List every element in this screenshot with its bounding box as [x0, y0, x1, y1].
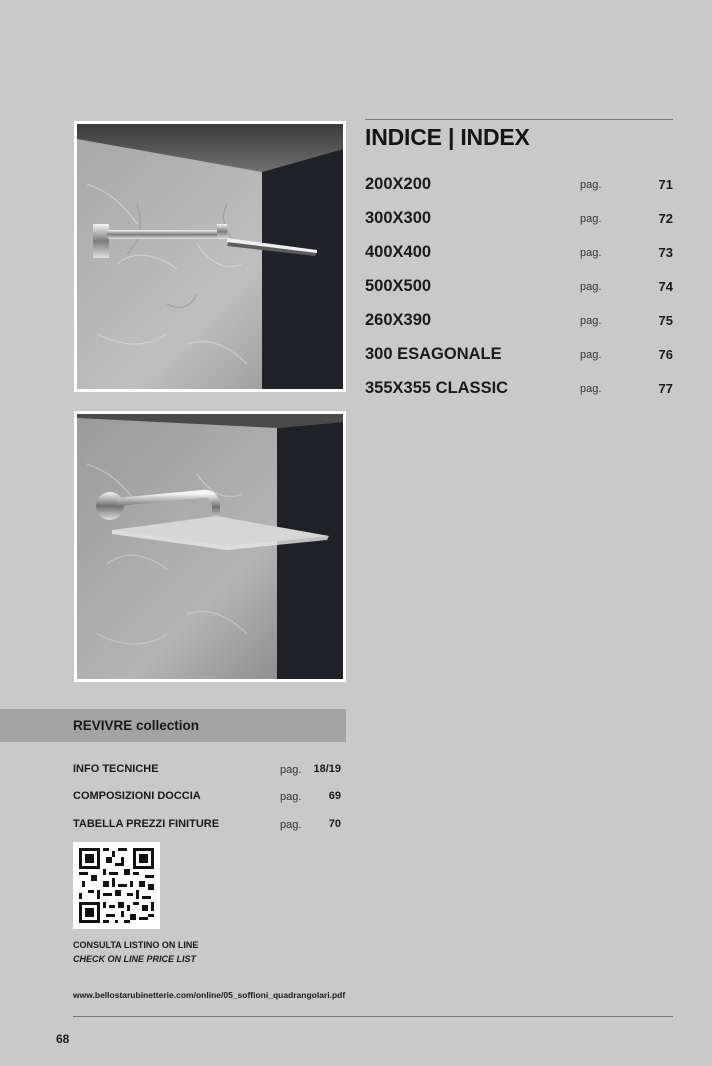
collection-item-page: 70	[328, 818, 341, 830]
index-entry-name: 300 ESAGONALE	[365, 345, 502, 363]
index-entry-page: 71	[658, 177, 673, 192]
index-entry-pag: pag.	[580, 247, 602, 259]
collection-item-name: COMPOSIZIONI DOCCIA	[73, 790, 201, 802]
index-entry	[365, 345, 673, 367]
top-divider	[365, 119, 673, 120]
collection-item-name: INFO TECNICHE	[73, 763, 159, 775]
index-entry-pag: pag.	[580, 213, 602, 225]
product-photo-round-arm-shower-head	[74, 411, 346, 682]
index-entry	[365, 379, 673, 401]
index-entry-page: 74	[658, 279, 673, 294]
index-entry-pag: pag.	[580, 349, 602, 361]
collection-label: REVIVRE collection	[73, 718, 200, 733]
collection-item-pag: pag.	[280, 791, 302, 803]
page-number: 68	[56, 1032, 70, 1046]
collection-item	[73, 790, 341, 808]
collection-item-pag: pag.	[280, 819, 302, 831]
index-entry-pag: pag.	[580, 179, 602, 191]
collection-item-pag: pag.	[280, 764, 302, 776]
index-entry-page: 73	[658, 245, 673, 260]
index-entry-page: 72	[658, 211, 673, 226]
index-entry-pag: pag.	[580, 281, 602, 293]
collection-item-page: 18/19	[313, 763, 341, 775]
index-entry-name: 355X355 CLASSIC	[365, 379, 509, 397]
index-entry-name: 300X300	[365, 209, 432, 227]
index-entry	[365, 175, 673, 197]
index-entry	[365, 209, 673, 231]
index-title: INDICE | INDEX	[365, 124, 530, 150]
collection-item	[73, 763, 341, 781]
index-entry	[365, 311, 673, 333]
index-entry-pag: pag.	[580, 315, 602, 327]
index-entry	[365, 243, 673, 265]
collection-item-name: TABELLA PREZZI FINITURE	[73, 818, 220, 830]
bottom-divider	[73, 1016, 673, 1017]
price-list-url-link[interactable]: www.bellostarubinetterie.com/online/05_soffioni_quadrangolari.pdf	[73, 990, 346, 1000]
consult-price-list-label: CONSULTA LISTINO ON LINE	[73, 940, 199, 950]
qr-code-icon[interactable]	[73, 842, 160, 929]
index-entry-page: 77	[658, 381, 673, 396]
index-entry-page: 76	[658, 347, 673, 362]
index-entry-name: 260X390	[365, 311, 432, 329]
index-entry-name: 400X400	[365, 243, 432, 261]
index-entry	[365, 277, 673, 299]
index-entry-name: 500X500	[365, 277, 432, 295]
product-photo-square-shower-head	[74, 121, 346, 392]
collection-item	[73, 818, 341, 836]
index-entry-pag: pag.	[580, 383, 602, 395]
check-price-list-label: CHECK ON LINE PRICE LIST	[73, 954, 197, 964]
collection-item-page: 69	[328, 790, 341, 802]
index-entry-name: 200X200	[365, 175, 432, 193]
index-entry-page: 75	[658, 313, 673, 328]
